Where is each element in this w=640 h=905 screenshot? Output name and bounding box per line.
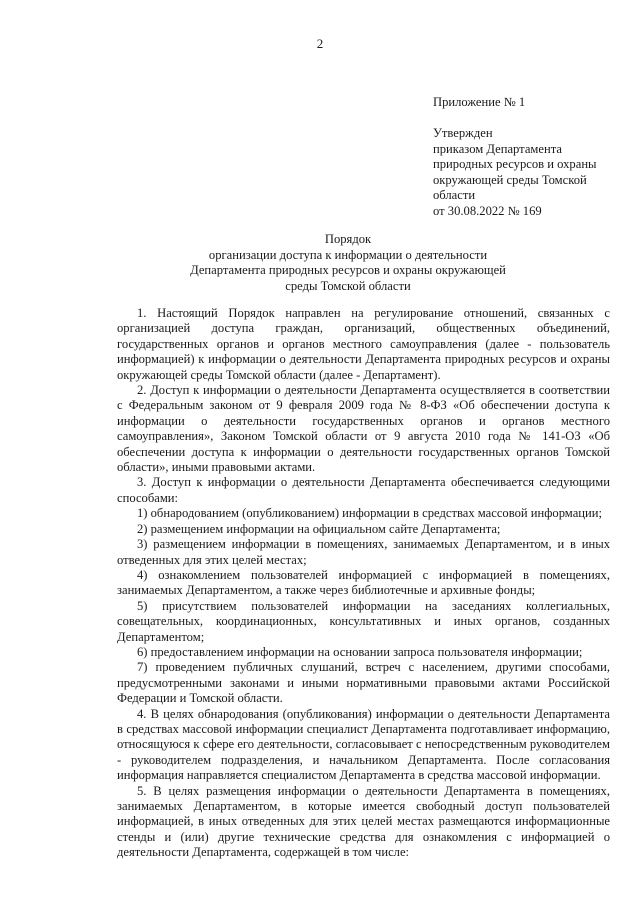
list-item-2: 2) размещением информации на официальном сайте Департамента; [137, 521, 501, 536]
title-line: среды Томской области [285, 278, 411, 293]
list-item-6: 6) предоставлением информации на основании запроса пользователя информации; [137, 644, 583, 659]
appendix-label: Приложение № 1 [433, 95, 526, 109]
paragraph-2: 2. Доступ к информации о деятельности Департамента осуществляется в соответствии с Федеральным законом от 9 февраля 2009 года № 8-ФЗ «Об обеспечении доступа к информации о деятельности государственных органов и органов местного самоуправления», Законом Томской области от 9 августа 2010 года № 141-ОЗ «Об обеспечении доступа к информации о деятельности государственных органов Томской области», иными правовыми актами. [117, 383, 610, 475]
list-item-4: 4) ознакомлением пользователей информацией с информацией в помещениях, занимаемых Департаментом, а также через библиотечные и архивные фонды; [117, 567, 610, 598]
title-line: организации доступа к информации о деятельности [208, 247, 488, 262]
list-item-7: 7) проведением публичных слушаний, встреч с населением, другими способами, предусмотренными законами и иными нормативными правовыми актами Российской Федерации и Томской области. [117, 660, 610, 706]
approval-line: приказом Департамента [433, 141, 562, 156]
paragraph-4: 4. В целях обнародования (опубликования) информации о деятельности Департамента в средствах массовой информации специалист Департамента подготавливает информацию, относящуюся к сфере его деятельности, согласовывает с непосредственным руководителем - руководителем подразделения, и начальником Департамента. После согласования информация направляется специалистом Департамента в средства массовой информации. [117, 706, 610, 783]
approval-line: окружающей среды Томской [433, 172, 587, 187]
title-line: Порядок [324, 232, 372, 246]
approval-line: Утвержден [433, 126, 493, 140]
page-number: 2 [316, 36, 324, 51]
paragraph-1: 1. Настоящий Порядок направлен на регулирование отношений, связанных с организацией доступа граждан, организаций, общественных объединений, государственных органов и органов местного самоуправления (далее - пользователь информацией) к информации о деятельности Департамента природных ресурсов и охраны окружающей среды Томской области (далее - Департамент). [117, 306, 610, 382]
approval-line: области [433, 188, 476, 203]
document-title [118, 232, 578, 294]
list-item-5: 5) присутствием пользователей информации на заседаниях коллегиальных, совещательных, координационных, консультативных и иных органов, созданных Департаментом; [117, 598, 610, 644]
appendix-label-block [433, 95, 623, 111]
title-line: Департамента природных ресурсов и охраны окружающей [190, 263, 506, 277]
list-item-3: 3) размещением информации в помещениях, занимаемых Департаментом, и в иных отведенных для этих целей местах; [117, 537, 610, 567]
approval-order-date: от 30.08.2022 № 169 [433, 203, 542, 218]
paragraph-5: 5. В целях размещения информации о деятельности Департамента в помещениях, занимаемых Департаментом, в которые имеется свободный доступ пользователей информацией, в иных отведенных для этих целей местах размещаются информационные стенды и (или) другие технические средства для ознакомления с информацией о деятельности Департамента, содержащей в том числе: [117, 783, 610, 860]
approval-block [433, 126, 623, 220]
paragraph-3: 3. Доступ к информации о деятельности Департамента обеспечивается следующими способами: [117, 475, 610, 505]
document-body [117, 306, 610, 861]
approval-line: природных ресурсов и охраны [433, 157, 597, 172]
list-item-1: 1) обнародованием (опубликованием) информации в средствах массовой информации; [137, 506, 603, 521]
